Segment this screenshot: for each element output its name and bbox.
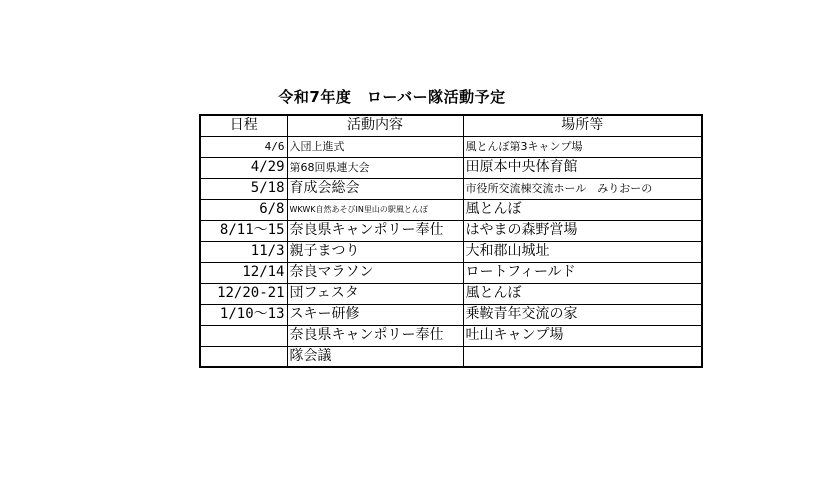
date-cell: 5/18	[200, 178, 287, 199]
date-cell: 4/6	[200, 136, 287, 157]
date-cell	[200, 325, 287, 346]
date-cell: 6/8	[200, 199, 287, 220]
place-cell: 吐山キャンプ場	[463, 325, 702, 346]
date-cell: 8/11～15	[200, 220, 287, 241]
table-row	[200, 178, 702, 199]
table-row	[200, 199, 702, 220]
table-row	[200, 220, 702, 241]
table-row	[200, 136, 702, 157]
activity-cell: スキー研修	[287, 304, 463, 325]
page-title: 令和7年度 ローバー隊活動予定	[278, 88, 506, 106]
activity-cell: 奈良県キャンポリー奉仕	[287, 325, 463, 346]
date-cell: 11/3	[200, 241, 287, 262]
table-row	[200, 157, 702, 178]
activity-cell: 育成会総会	[287, 178, 463, 199]
date-cell	[200, 346, 287, 367]
activity-cell: WKWK自然あそびIN里山の駅風とんぼ	[287, 199, 463, 220]
place-cell: 市役所交流棟交流ホール みりおーの	[463, 178, 702, 199]
place-cell: 風とんぼ第3キャンプ場	[463, 136, 702, 157]
date-cell: 12/20-21	[200, 283, 287, 304]
activity-cell: 団フェスタ	[287, 283, 463, 304]
schedule-table	[199, 114, 703, 368]
table-row	[200, 325, 702, 346]
table-row	[200, 304, 702, 325]
place-cell: ロートフィールド	[463, 262, 702, 283]
activity-cell: 親子まつり	[287, 241, 463, 262]
table-row	[200, 262, 702, 283]
table-row	[200, 346, 702, 367]
activity-cell: 奈良県キャンポリー奉仕	[287, 220, 463, 241]
place-cell: 風とんぼ	[463, 283, 702, 304]
header-activity: 活動内容	[287, 115, 463, 136]
table-row	[200, 283, 702, 304]
header-place: 場所等	[463, 115, 702, 136]
table-row	[200, 241, 702, 262]
place-cell: 田原本中央体育館	[463, 157, 702, 178]
place-cell: 大和郡山城址	[463, 241, 702, 262]
place-cell: 風とんぼ	[463, 199, 702, 220]
date-cell: 1/10～13	[200, 304, 287, 325]
activity-cell: 入団上進式	[287, 136, 463, 157]
date-cell: 4/29	[200, 157, 287, 178]
place-cell	[463, 346, 702, 367]
place-cell: 乗鞍青年交流の家	[463, 304, 702, 325]
date-cell: 12/14	[200, 262, 287, 283]
activity-cell: 奈良マラソン	[287, 262, 463, 283]
activity-cell: 隊会議	[287, 346, 463, 367]
header-row	[200, 115, 702, 136]
header-date: 日程	[200, 115, 287, 136]
place-cell: はやまの森野営場	[463, 220, 702, 241]
activity-cell: 第68回県連大会	[287, 157, 463, 178]
